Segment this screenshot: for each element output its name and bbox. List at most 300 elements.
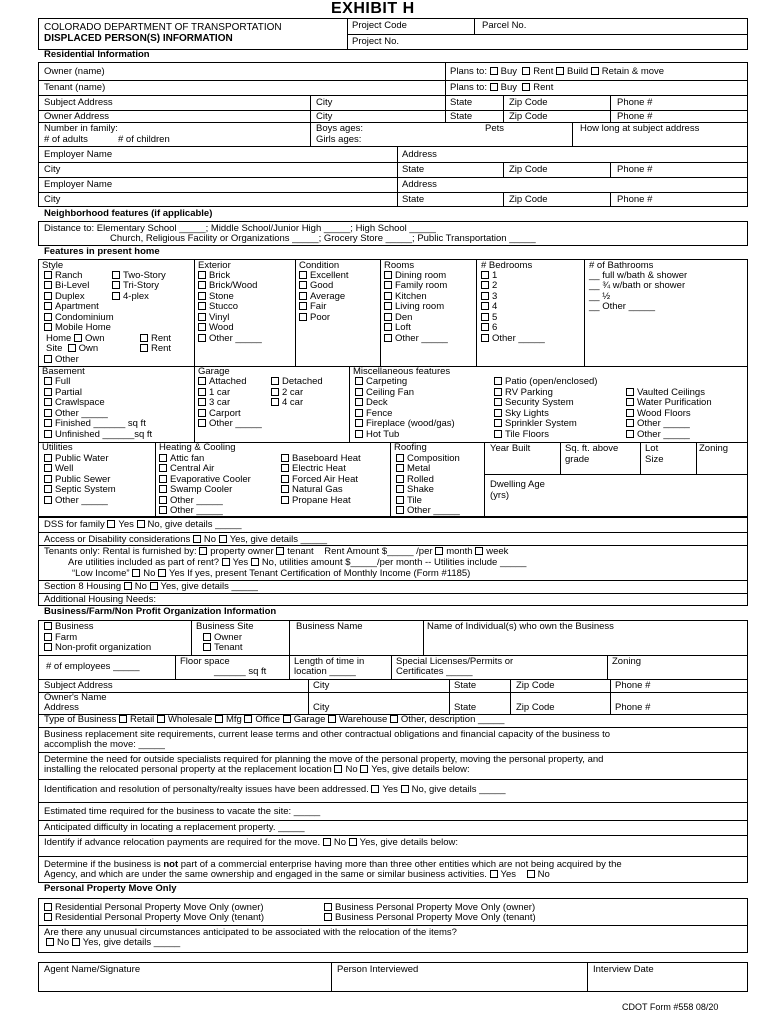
employer1-phone-field[interactable]: Phone # bbox=[617, 164, 653, 175]
dining-room-checkbox[interactable] bbox=[384, 271, 392, 279]
owner-zip-field[interactable]: Zip Code bbox=[509, 111, 548, 122]
buy-label: Buy bbox=[500, 82, 517, 93]
licenses-label: Special Licenses/Permits or bbox=[396, 656, 514, 667]
subject-city-field[interactable]: City bbox=[316, 97, 333, 108]
low-income-yes-label: Yes If yes, present Tenant Certification of Monthly Income (Form #1185) bbox=[169, 568, 471, 579]
person-interviewed-field[interactable]: Person Interviewed bbox=[337, 964, 419, 975]
bedroom-other-checkbox[interactable] bbox=[481, 334, 489, 342]
bi-level-label: Bi-Level bbox=[55, 280, 90, 291]
employer2-name-field[interactable]: Employer Name bbox=[44, 179, 113, 190]
num-employees-field[interactable]: # of employees _____ bbox=[46, 661, 140, 672]
biz-zoning-field[interactable]: Zoning bbox=[612, 656, 642, 667]
home-label: Home bbox=[46, 333, 72, 344]
section8-no-checkbox[interactable] bbox=[124, 582, 132, 590]
stucco-checkbox[interactable] bbox=[198, 302, 206, 310]
swamp-label: Swamp Cooler bbox=[170, 484, 233, 495]
septic-label: Septic System bbox=[55, 484, 116, 495]
poor-checkbox[interactable] bbox=[299, 313, 307, 321]
site-rent[interactable] bbox=[140, 344, 171, 355]
wood-floors-label: Wood Floors bbox=[637, 408, 691, 419]
room-other-checkbox[interactable] bbox=[384, 334, 392, 342]
wholesale-checkbox[interactable] bbox=[157, 715, 165, 723]
natural-gas-checkbox[interactable] bbox=[281, 485, 289, 493]
type-of-business-label: Type of Business bbox=[44, 714, 117, 725]
attached-checkbox[interactable] bbox=[198, 377, 206, 385]
biz-type-nonprofit[interactable] bbox=[44, 643, 151, 654]
swamp-checkbox[interactable] bbox=[159, 485, 167, 493]
utilities-question: Are utilities included as part of rent? bbox=[68, 557, 220, 568]
2car-checkbox[interactable] bbox=[271, 388, 279, 396]
home-rent-checkbox[interactable] bbox=[140, 334, 148, 342]
identification-label: Identification and resolution of personalty/realty issues have been addressed. bbox=[44, 784, 369, 795]
composition-checkbox[interactable] bbox=[396, 454, 404, 462]
biz-subject-city-field[interactable]: City bbox=[313, 680, 330, 691]
hot-tub-label: Hot Tub bbox=[366, 429, 400, 440]
mfg-checkbox[interactable] bbox=[215, 715, 223, 723]
bus-tenant-label: Business Personal Property Move Only (tenant) bbox=[335, 912, 536, 923]
duplex-checkbox[interactable] bbox=[44, 292, 52, 300]
buy-label: Buy bbox=[500, 66, 517, 77]
attic-fan-checkbox[interactable] bbox=[159, 454, 167, 462]
evaporative-label: Evaporative Cooler bbox=[170, 474, 251, 485]
owner-buy-checkbox[interactable] bbox=[490, 67, 498, 75]
brick-wood-checkbox[interactable] bbox=[198, 281, 206, 289]
garage-label: Garage bbox=[293, 714, 326, 725]
public-sewer-checkbox[interactable] bbox=[44, 475, 52, 483]
kitchen-checkbox[interactable] bbox=[384, 292, 392, 300]
hot-tub-checkbox[interactable] bbox=[355, 430, 363, 438]
access-yes-checkbox[interactable] bbox=[219, 535, 227, 543]
central-air-checkbox[interactable] bbox=[159, 464, 167, 472]
attached-label: Attached bbox=[209, 376, 247, 387]
misc-hot-tub[interactable] bbox=[355, 430, 399, 441]
central-air-label: Central Air bbox=[170, 463, 215, 474]
tile-checkbox[interactable] bbox=[396, 496, 404, 504]
business-heading: Business/Farm/Non Profit Organization Information bbox=[44, 606, 277, 617]
employer1-city-field[interactable]: City bbox=[44, 164, 61, 175]
utilities-no-checkbox[interactable] bbox=[251, 558, 259, 566]
owner-build-checkbox[interactable] bbox=[556, 67, 564, 75]
den-checkbox[interactable] bbox=[384, 313, 392, 321]
per-month-checkbox[interactable] bbox=[435, 547, 443, 555]
utility-other-checkbox[interactable] bbox=[44, 496, 52, 504]
identification-row bbox=[44, 785, 506, 796]
site-own-checkbox[interactable] bbox=[68, 344, 76, 352]
tile-floors-label: Tile Floors bbox=[505, 429, 549, 440]
yes-give-details-label: Yes, give details _____ bbox=[229, 534, 328, 545]
bedroom-5-checkbox[interactable] bbox=[481, 313, 489, 321]
misc-tile-floors[interactable] bbox=[494, 430, 549, 441]
site-tenant[interactable] bbox=[203, 643, 243, 654]
deck-checkbox[interactable] bbox=[355, 398, 363, 406]
room-living[interactable] bbox=[384, 302, 444, 313]
bedroom-1-label: 1 bbox=[492, 270, 498, 281]
condominium-checkbox[interactable] bbox=[44, 313, 52, 321]
fence-label: Fence bbox=[366, 408, 393, 419]
detached-checkbox[interactable] bbox=[271, 377, 279, 385]
utility-other[interactable] bbox=[44, 496, 108, 507]
tenant-name-field[interactable]: Tenant (name) bbox=[44, 82, 106, 93]
neighborhood-line2[interactable]: Church, Religious Facility or Organizations _____; Grocery Store _____; Public Transportation _____ bbox=[110, 233, 536, 244]
bedroom-4-label: 4 bbox=[492, 301, 498, 312]
section8-yes-checkbox[interactable] bbox=[150, 582, 158, 590]
garage-other-checkbox[interactable] bbox=[198, 419, 206, 427]
patio-label: Patio (open/enclosed) bbox=[505, 376, 598, 387]
how-long-field[interactable]: How long at subject address bbox=[580, 123, 700, 134]
basement-full-checkbox[interactable] bbox=[44, 377, 52, 385]
owner-phone-field[interactable]: Phone # bbox=[617, 111, 653, 122]
year-built-field[interactable]: Year Built bbox=[490, 443, 531, 454]
fair-checkbox[interactable] bbox=[299, 302, 307, 310]
replacement-line2[interactable]: accomplish the move: _____ bbox=[44, 739, 165, 750]
owners-name-field[interactable]: Name of Individual(s) who own the Business bbox=[427, 621, 614, 632]
site-rent-checkbox[interactable] bbox=[140, 344, 148, 352]
heat-other-2[interactable] bbox=[159, 506, 223, 517]
owner-state-field[interactable]: State bbox=[450, 111, 473, 122]
specialists-line1: Determine the need for outside specialists required for planning the move of the personal property, moving the personal property, and bbox=[44, 754, 604, 765]
business-name-field[interactable]: Business Name bbox=[296, 621, 363, 632]
exterior-other[interactable] bbox=[198, 334, 262, 345]
dss-row bbox=[44, 520, 242, 531]
bathrooms-label: # of Bathrooms bbox=[589, 260, 654, 271]
two-story-checkbox[interactable] bbox=[112, 271, 120, 279]
water-purification-checkbox[interactable] bbox=[626, 398, 634, 406]
bi-level-checkbox[interactable] bbox=[44, 281, 52, 289]
rv-parking-checkbox[interactable] bbox=[494, 388, 502, 396]
living-room-checkbox[interactable] bbox=[384, 302, 392, 310]
condition-label: Condition bbox=[299, 260, 340, 271]
fireplace-checkbox[interactable] bbox=[355, 419, 363, 427]
1car-checkbox[interactable] bbox=[198, 388, 206, 396]
exhibit-title: EXHIBIT H bbox=[331, 0, 415, 17]
roof-other-checkbox[interactable] bbox=[396, 506, 404, 514]
home-own-checkbox[interactable] bbox=[74, 334, 82, 342]
2car-label: 2 car bbox=[282, 387, 304, 398]
res-tenant-checkbox[interactable] bbox=[44, 913, 52, 921]
evaporative-checkbox[interactable] bbox=[159, 475, 167, 483]
exterior-other-checkbox[interactable] bbox=[198, 334, 206, 342]
metal-checkbox[interactable] bbox=[396, 464, 404, 472]
ranch-checkbox[interactable] bbox=[44, 271, 52, 279]
employer2-zip-field[interactable]: Zip Code bbox=[509, 194, 548, 205]
dss-yes-checkbox[interactable] bbox=[107, 520, 115, 528]
lot-size-field[interactable]: Lot Size bbox=[645, 443, 664, 465]
basement-unfinished[interactable] bbox=[44, 430, 152, 441]
certificates-field[interactable]: Certificates _____ bbox=[396, 666, 473, 677]
average-checkbox[interactable] bbox=[299, 292, 307, 300]
basement-partial-checkbox[interactable] bbox=[44, 388, 52, 396]
employer1-state-field[interactable]: State bbox=[402, 164, 425, 175]
warehouse-label: Warehouse bbox=[339, 714, 388, 725]
ceiling-fan-checkbox[interactable] bbox=[355, 388, 363, 396]
4car-checkbox[interactable] bbox=[271, 398, 279, 406]
warehouse-checkbox[interactable] bbox=[328, 715, 336, 723]
forced-air-checkbox[interactable] bbox=[281, 475, 289, 483]
employer1-address-field[interactable]: Address bbox=[402, 149, 437, 160]
bus-tenant-move[interactable] bbox=[324, 913, 536, 924]
interview-date-field[interactable]: Interview Date bbox=[593, 964, 654, 975]
finished-label: Finished ______ sq ft bbox=[55, 418, 146, 429]
biz-subject-zip-field[interactable]: Zip Code bbox=[516, 680, 555, 691]
garage-checkbox[interactable] bbox=[283, 715, 291, 723]
subject-zip-field[interactable]: Zip Code bbox=[509, 97, 548, 108]
excellent-label: Excellent bbox=[310, 270, 349, 281]
tenant-rent-checkbox[interactable] bbox=[522, 83, 530, 91]
project-no-field[interactable]: Project No. bbox=[352, 36, 399, 47]
security-label: Security System bbox=[505, 397, 574, 408]
patio-checkbox[interactable] bbox=[494, 377, 502, 385]
3car-checkbox[interactable] bbox=[198, 398, 206, 406]
biz-owner-zip-field[interactable]: Zip Code bbox=[516, 702, 555, 713]
business-checkbox[interactable] bbox=[44, 622, 52, 630]
boys-ages-field[interactable]: Boys ages: bbox=[316, 123, 363, 134]
security-checkbox[interactable] bbox=[494, 398, 502, 406]
style-other-checkbox[interactable] bbox=[44, 355, 52, 363]
retail-checkbox[interactable] bbox=[119, 715, 127, 723]
vinyl-checkbox[interactable] bbox=[198, 313, 206, 321]
vaulted-label: Vaulted Ceilings bbox=[637, 387, 705, 398]
public-water-checkbox[interactable] bbox=[44, 454, 52, 462]
propane-checkbox[interactable] bbox=[281, 496, 289, 504]
subject-address-field[interactable]: Subject Address bbox=[44, 97, 113, 108]
finished-checkbox[interactable] bbox=[44, 419, 52, 427]
num-adults-field[interactable]: # of adults bbox=[44, 134, 88, 145]
owner-label: Owner bbox=[214, 632, 242, 643]
farm-checkbox[interactable] bbox=[44, 633, 52, 641]
carport-checkbox[interactable] bbox=[198, 409, 206, 417]
style-4plex[interactable] bbox=[112, 292, 149, 303]
basement-other-checkbox[interactable] bbox=[44, 409, 52, 417]
bus-owner-checkbox[interactable] bbox=[324, 903, 332, 911]
bedroom-1-checkbox[interactable] bbox=[481, 271, 489, 279]
electric-heat-label: Electric Heat bbox=[292, 463, 346, 474]
tile-floors-checkbox[interactable] bbox=[494, 430, 502, 438]
garage-4car[interactable] bbox=[271, 398, 303, 409]
biz-subject-state-field[interactable]: State bbox=[454, 680, 477, 691]
apartment-checkbox[interactable] bbox=[44, 302, 52, 310]
length-time-label: Length of time in bbox=[294, 656, 365, 667]
additional-needs-field[interactable]: Additional Housing Needs: bbox=[44, 594, 156, 605]
farm-label: Farm bbox=[55, 632, 78, 643]
commercial-yes-checkbox[interactable] bbox=[490, 870, 498, 878]
bus-tenant-checkbox[interactable] bbox=[324, 913, 332, 921]
form-number: CDOT Form #558 08/20 bbox=[622, 1002, 719, 1012]
style-other[interactable] bbox=[44, 355, 79, 366]
misc-label: Miscellaneous features bbox=[353, 366, 451, 377]
zoning-field[interactable]: Zoning bbox=[699, 443, 729, 454]
shake-checkbox[interactable] bbox=[396, 485, 404, 493]
room-other-label: Other _____ bbox=[395, 333, 448, 344]
condition-poor[interactable] bbox=[299, 313, 330, 324]
dwelling-age-field[interactable]: Dwelling Age (yrs) bbox=[490, 479, 545, 501]
pets-field[interactable]: Pets bbox=[485, 123, 505, 134]
office-checkbox[interactable] bbox=[244, 715, 252, 723]
girls-ages-field[interactable]: Girls ages: bbox=[316, 134, 362, 145]
misc-other-2-checkbox[interactable] bbox=[626, 430, 634, 438]
carport-label: Carport bbox=[209, 408, 241, 419]
nonprofit-checkbox[interactable] bbox=[44, 643, 52, 651]
floor-space-field[interactable]: ______ sq ft bbox=[214, 666, 267, 677]
carpeting-checkbox[interactable] bbox=[355, 377, 363, 385]
subject-state-field[interactable]: State bbox=[450, 97, 473, 108]
owner-city-field[interactable]: City bbox=[316, 111, 333, 122]
bedroom-6-checkbox[interactable] bbox=[481, 323, 489, 331]
unfinished-checkbox[interactable] bbox=[44, 430, 52, 438]
unusual-no-checkbox[interactable] bbox=[46, 938, 54, 946]
employer1-name-field[interactable]: Employer Name bbox=[44, 149, 113, 160]
employer1-zip-field[interactable]: Zip Code bbox=[509, 164, 548, 175]
owner-address-field[interactable]: Owner Address bbox=[44, 111, 109, 122]
rolled-checkbox[interactable] bbox=[396, 475, 404, 483]
bath-three-quarter[interactable]: __ ¾ w/bath or shower bbox=[589, 280, 686, 291]
wood-label: Wood bbox=[209, 322, 234, 333]
bedroom-3-label: 3 bbox=[492, 291, 498, 302]
employer2-state-field[interactable]: State bbox=[402, 194, 425, 205]
bath-other[interactable]: __ Other _____ bbox=[589, 301, 656, 312]
low-income-yes-checkbox[interactable] bbox=[158, 569, 166, 577]
wood-floors-checkbox[interactable] bbox=[626, 409, 634, 417]
tri-story-checkbox[interactable] bbox=[112, 281, 120, 289]
estimated-time-field[interactable]: Estimated time required for the business to vacate the site: _____ bbox=[44, 806, 321, 817]
good-checkbox[interactable] bbox=[299, 281, 307, 289]
unusual-question: Are there any unusual circumstances anticipated to be associated with the relocation of the items? bbox=[44, 927, 457, 938]
subject-phone-field[interactable]: Phone # bbox=[617, 97, 653, 108]
stone-checkbox[interactable] bbox=[198, 292, 206, 300]
res-tenant-move[interactable] bbox=[44, 913, 264, 924]
employer2-address-field[interactable]: Address bbox=[402, 179, 437, 190]
crawlspace-checkbox[interactable] bbox=[44, 398, 52, 406]
owner-rent-checkbox[interactable] bbox=[522, 67, 530, 75]
bedroom-other[interactable] bbox=[481, 334, 545, 345]
res-owner-checkbox[interactable] bbox=[44, 903, 52, 911]
site-tenant-checkbox[interactable] bbox=[203, 643, 211, 651]
agent-signature-field[interactable]: Agent Name/Signature bbox=[44, 964, 141, 975]
mobile-home-checkbox[interactable] bbox=[44, 323, 52, 331]
average-label: Average bbox=[310, 291, 346, 302]
dss-no-checkbox[interactable] bbox=[137, 520, 145, 528]
sqft-above-grade-field[interactable]: Sq. ft. above grade bbox=[565, 443, 619, 465]
kitchen-label: Kitchen bbox=[395, 291, 427, 302]
specialists-no-checkbox[interactable] bbox=[334, 765, 342, 773]
no-give-details-label: No, give details _____ bbox=[147, 519, 242, 530]
furnished-owner-checkbox[interactable] bbox=[199, 547, 207, 555]
roof-other[interactable] bbox=[396, 506, 460, 517]
room-other[interactable] bbox=[384, 334, 448, 345]
bedroom-2-checkbox[interactable] bbox=[481, 281, 489, 289]
misc-other-1-checkbox[interactable] bbox=[626, 419, 634, 427]
sky-lights-checkbox[interactable] bbox=[494, 409, 502, 417]
brick-checkbox[interactable] bbox=[198, 271, 206, 279]
excellent-checkbox[interactable] bbox=[299, 271, 307, 279]
num-children-field[interactable]: # of children bbox=[118, 134, 170, 145]
commercial-row bbox=[44, 870, 550, 881]
no-label: No bbox=[537, 869, 550, 880]
natural-gas-label: Natural Gas bbox=[292, 484, 343, 495]
living-room-label: Living room bbox=[395, 301, 445, 312]
advance-yes-checkbox[interactable] bbox=[349, 838, 357, 846]
biz-owner-city-field[interactable]: City bbox=[313, 702, 330, 713]
site-owner-checkbox[interactable] bbox=[203, 633, 211, 641]
biz-owner-phone-field[interactable]: Phone # bbox=[615, 702, 651, 713]
biz-subject-address-field[interactable]: Subject Address bbox=[44, 680, 113, 691]
identification-no-checkbox[interactable] bbox=[401, 785, 409, 793]
bath-full[interactable]: __ full w/bath & shower bbox=[589, 270, 688, 281]
bedroom-4-checkbox[interactable] bbox=[481, 302, 489, 310]
furnished-tenant-checkbox[interactable] bbox=[276, 547, 284, 555]
specialists-yes-checkbox[interactable] bbox=[360, 765, 368, 773]
identification-yes-checkbox[interactable] bbox=[371, 785, 379, 793]
rent-amount-field[interactable]: Rent Amount $_____ /per bbox=[324, 546, 433, 557]
location-field[interactable]: location _____ bbox=[294, 666, 356, 677]
advance-no-checkbox[interactable] bbox=[323, 838, 331, 846]
residential-heading: Residential Information bbox=[44, 49, 150, 60]
loft-checkbox[interactable] bbox=[384, 323, 392, 331]
rv-parking-label: RV Parking bbox=[505, 387, 553, 398]
duplex-label: Duplex bbox=[55, 291, 85, 302]
well-checkbox[interactable] bbox=[44, 464, 52, 472]
misc-other-2[interactable] bbox=[626, 430, 690, 441]
low-income-no-checkbox[interactable] bbox=[132, 569, 140, 577]
biz-owner-state-field[interactable]: State bbox=[454, 702, 477, 713]
bedroom-3-checkbox[interactable] bbox=[481, 292, 489, 300]
4plex-checkbox[interactable] bbox=[112, 292, 120, 300]
utilities-label: Utilities bbox=[42, 442, 73, 453]
employer2-phone-field[interactable]: Phone # bbox=[617, 194, 653, 205]
wood-checkbox[interactable] bbox=[198, 323, 206, 331]
heat-propane[interactable] bbox=[281, 496, 351, 507]
other-desc-checkbox[interactable] bbox=[390, 715, 398, 723]
water-purification-label: Water Purification bbox=[637, 397, 712, 408]
fence-checkbox[interactable] bbox=[355, 409, 363, 417]
bath-half[interactable]: __ ½ bbox=[589, 291, 611, 302]
tenant-buy-checkbox[interactable] bbox=[490, 83, 498, 91]
electric-heat-checkbox[interactable] bbox=[281, 464, 289, 472]
family-room-checkbox[interactable] bbox=[384, 281, 392, 289]
heat-other-2-checkbox[interactable] bbox=[159, 506, 167, 514]
garage-other[interactable] bbox=[198, 419, 262, 430]
access-row bbox=[44, 535, 327, 546]
brick-wood-label: Brick/Wood bbox=[209, 280, 258, 291]
per-week-checkbox[interactable] bbox=[475, 547, 483, 555]
septic-checkbox[interactable] bbox=[44, 485, 52, 493]
tenants-only-label: Tenants only: Rental is furnished by: bbox=[44, 546, 197, 557]
unusual-yes-checkbox[interactable] bbox=[72, 938, 80, 946]
yes-label: Yes bbox=[118, 519, 134, 530]
build-label: Build bbox=[566, 66, 589, 77]
vaulted-checkbox[interactable] bbox=[626, 388, 634, 396]
biz-owner-address-field[interactable]: Address bbox=[44, 702, 79, 713]
public-sewer-label: Public Sewer bbox=[55, 474, 111, 485]
project-code-field[interactable]: Project Code bbox=[352, 20, 407, 31]
biz-subject-phone-field[interactable]: Phone # bbox=[615, 680, 651, 691]
utilities-yes-checkbox[interactable] bbox=[222, 558, 230, 566]
commercial-no-checkbox[interactable] bbox=[527, 870, 535, 878]
unusual-answers bbox=[46, 938, 180, 949]
owner-name-field[interactable]: Owner (name) bbox=[44, 66, 105, 77]
rent-label: Rent bbox=[533, 66, 554, 77]
access-no-checkbox[interactable] bbox=[193, 535, 201, 543]
baseboard-checkbox[interactable] bbox=[281, 454, 289, 462]
no-label: No bbox=[203, 534, 217, 545]
neighborhood-line1[interactable]: Distance to: Elementary School _____; Middle School/Junior High _____; High School _____ bbox=[44, 223, 436, 234]
employer2-city-field[interactable]: City bbox=[44, 194, 61, 205]
good-label: Good bbox=[310, 280, 334, 291]
difficulty-field[interactable]: Anticipated difficulty in locating a replacement property. _____ bbox=[44, 822, 305, 833]
sprinkler-checkbox[interactable] bbox=[494, 419, 502, 427]
owner-retain-checkbox[interactable] bbox=[591, 67, 599, 75]
parcel-no-field[interactable]: Parcel No. bbox=[482, 20, 527, 31]
heat-other-1-checkbox[interactable] bbox=[159, 496, 167, 504]
